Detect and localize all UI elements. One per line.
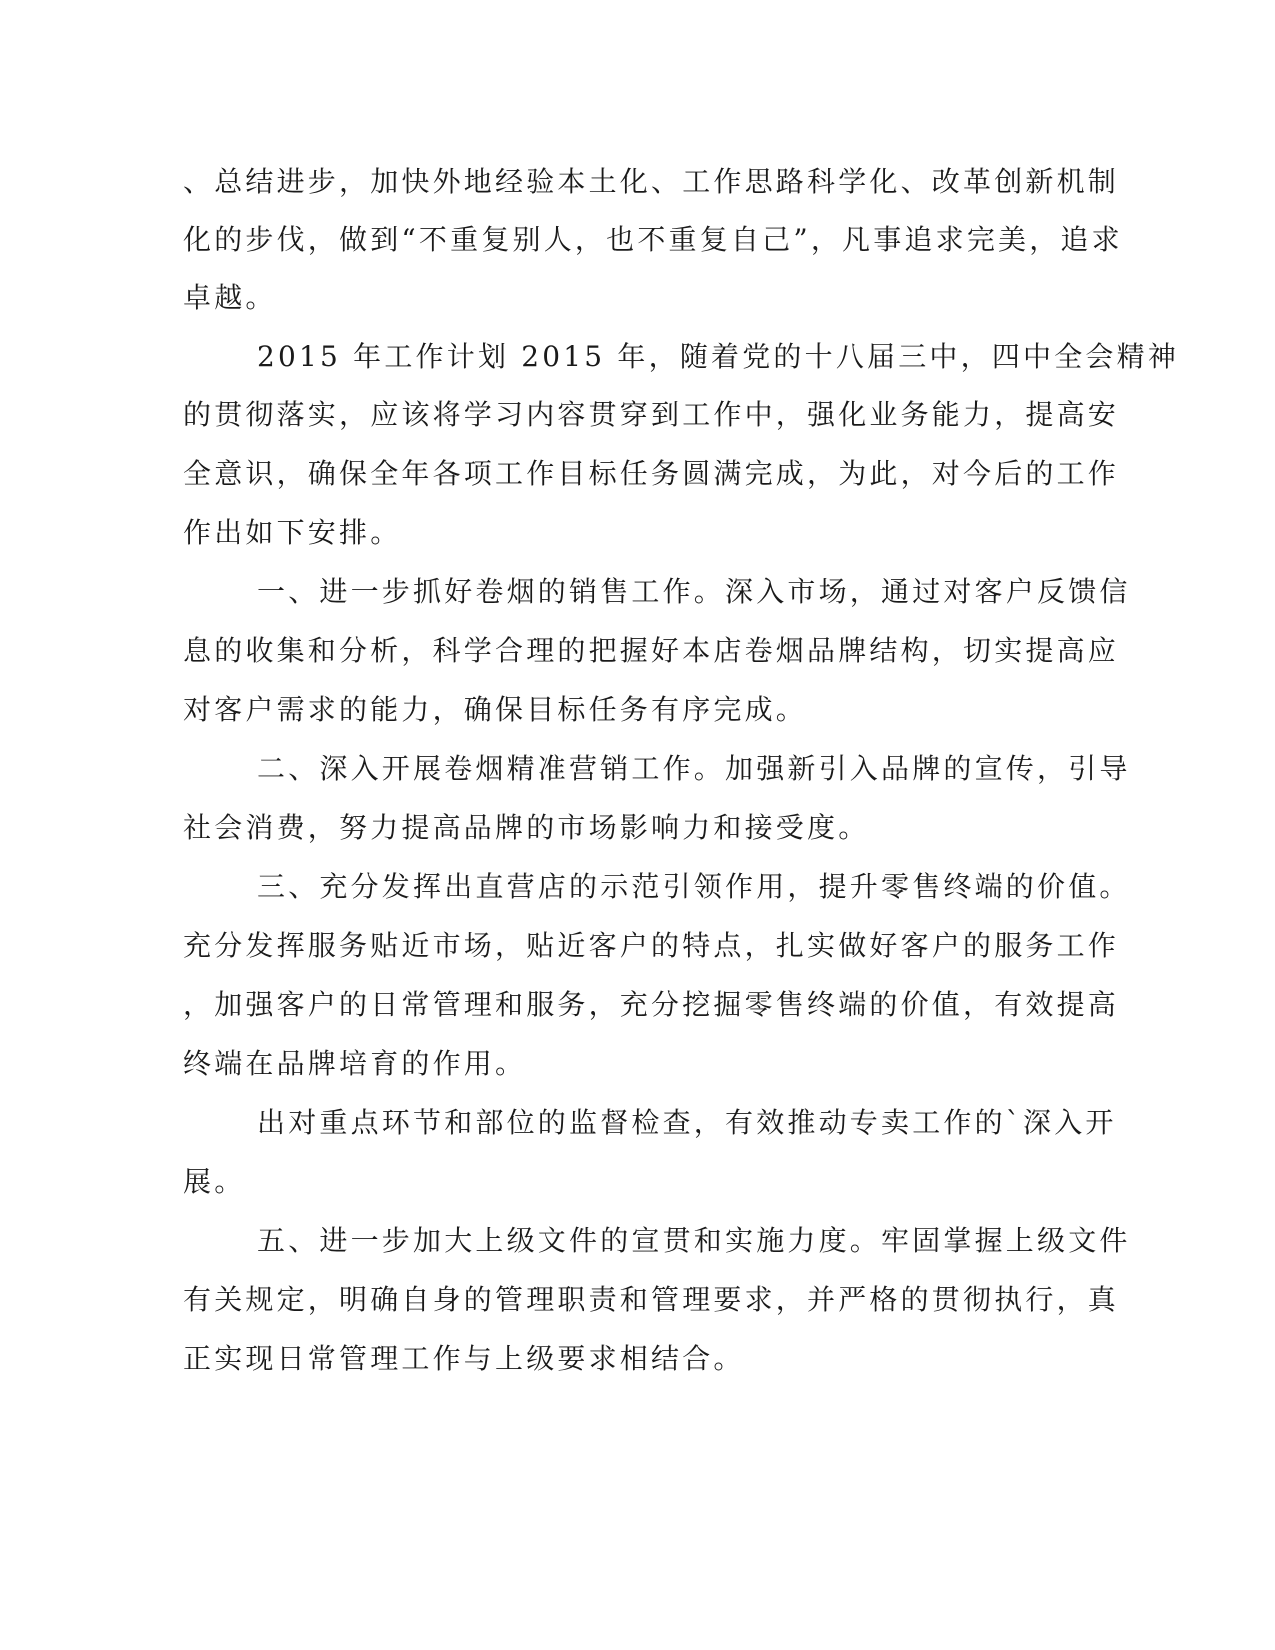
text-line: 有关规定，明确自身的管理职责和管理要求，并严格的贯彻执行，真 [183, 1283, 1120, 1316]
text-line: 作出如下安排。 [183, 516, 402, 549]
text-line: 化的步伐，做到“不重复别人，也不重复自己”，凡事追求完美，追求 [183, 223, 1123, 256]
text-line: 社会消费，努力提高品牌的市场影响力和接受度。 [183, 811, 870, 844]
text-line: 卓越。 [183, 281, 277, 314]
text-line: 三、充分发挥出直营店的示范引领作用，提升零售终端的价值。 [257, 870, 1131, 903]
text-line: 终端在品牌培育的作用。 [183, 1047, 527, 1080]
text-line: 全意识，确保全年各项工作目标任务圆满完成，为此，对今后的工作 [183, 457, 1120, 490]
text-line: 对客户需求的能力，确保目标任务有序完成。 [183, 693, 808, 726]
text-line: 2015 年工作计划 2015 年，随着党的十八届三中，四中全会精神 [257, 340, 1180, 373]
text-line: 出对重点环节和部位的监督检查，有效推动专卖工作的`深入开 [257, 1106, 1117, 1139]
text-line: ，加强客户的日常管理和服务，充分挖掘零售终端的价值，有效提高 [183, 988, 1120, 1021]
text-line: 一、进一步抓好卷烟的销售工作。深入市场，通过对客户反馈信 [257, 575, 1131, 608]
text-line: 、总结进步，加快外地经验本土化、工作思路科学化、改革创新机制 [183, 165, 1120, 198]
text-line: 充分发挥服务贴近市场，贴近客户的特点，扎实做好客户的服务工作 [183, 929, 1120, 962]
text-line: 五、进一步加大上级文件的宣贯和实施力度。牢固掌握上级文件 [257, 1224, 1131, 1257]
text-line: 二、深入开展卷烟精准营销工作。加强新引入品牌的宣传，引导 [257, 752, 1131, 785]
text-line: 息的收集和分析，科学合理的把握好本店卷烟品牌结构，切实提高应 [183, 634, 1120, 667]
text-line: 的贯彻落实，应该将学习内容贯穿到工作中，强化业务能力，提高安 [183, 398, 1120, 431]
text-line: 正实现日常管理工作与上级要求相结合。 [183, 1342, 745, 1375]
text-line: 展。 [183, 1165, 246, 1198]
